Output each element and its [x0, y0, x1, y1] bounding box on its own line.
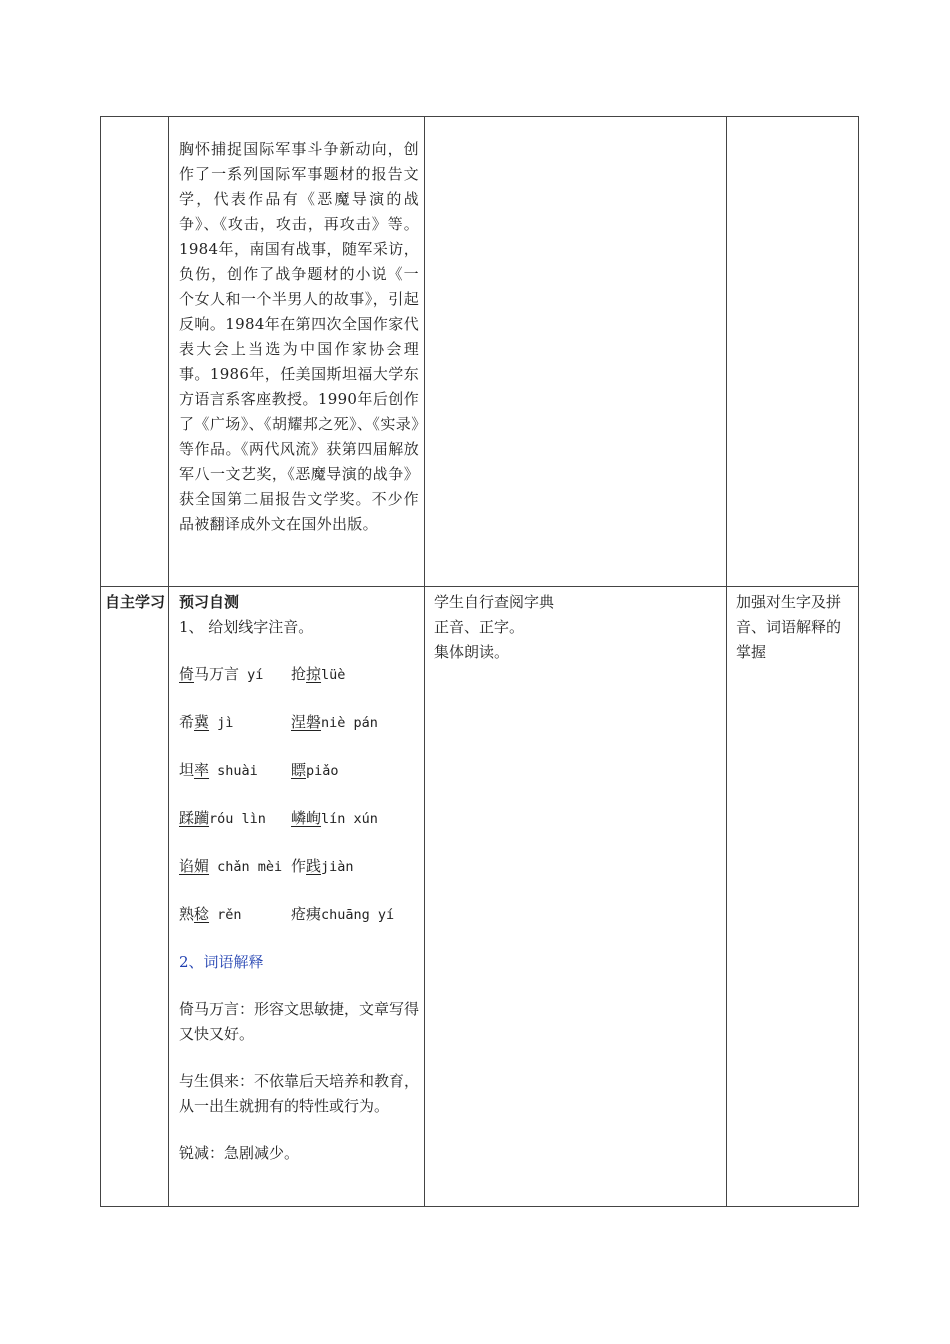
preview-title: 预习自测 — [179, 593, 240, 611]
table-divider-1 — [168, 116, 169, 1207]
word-text: 马万言 — [194, 665, 240, 683]
student-activity-line-3: 集体朗读。 — [434, 643, 510, 661]
pinyin-text: piǎo — [306, 763, 339, 779]
task-1-instruction: 1、 给划线字注音。 — [179, 618, 314, 636]
underlined-char: 率 — [194, 761, 210, 779]
word-text: 坦 — [179, 761, 195, 779]
underlined-char: 瞟 — [291, 761, 307, 779]
preview-test-cell — [179, 590, 419, 1166]
pinyin-text: lín xún — [321, 811, 378, 827]
pinyin-item-left — [179, 902, 291, 928]
definition-1: 倚马万言：形容文思敏捷，文章写得又快又好。 — [179, 1000, 420, 1043]
author-bio: 胸怀捕捉国际军事斗争新动向，创作了一系列国际军事题材的报告文学，代表作品有《恶魔导演的战争》、《攻击，攻击，再攻击》等。1984年，南国有战事，随军采访，负伤，创作了战争题材的小说《一个女人和一个半男人的故事》，引起反响。1984年在第四次全国作家代表大会上当选为中国作家协会理事。1986年，任美国斯坦福大学东方语言系客座教授。1990年后创作了《广场》、《胡耀邦之死》、《实录》等作品。《两代风流》获第四届解放军八一文艺奖，《恶魔导演的战争》获全国第二届报告文学奖。不少作品被翻译成外文在国外出版。 — [179, 140, 419, 533]
pinyin-item-right — [291, 806, 378, 832]
underlined-char: 涅磐 — [291, 713, 322, 731]
pinyin-text: jiàn — [321, 859, 354, 875]
student-activity-cell — [434, 590, 714, 665]
pinyin-item-right — [291, 662, 345, 688]
table-divider-2 — [424, 116, 425, 1207]
underlined-char: 践 — [306, 857, 322, 875]
student-activity-line-1: 学生自行查阅字典 — [434, 593, 555, 611]
section-label: 自主学习 — [104, 593, 165, 611]
table-border-bottom — [100, 1206, 859, 1207]
pinyin-text: jì — [209, 715, 234, 731]
pinyin-list — [179, 640, 419, 928]
pinyin-item-right — [291, 710, 378, 736]
pinyin-text: lüè — [321, 667, 346, 683]
pinyin-item-left — [179, 758, 291, 784]
lesson-table — [100, 116, 859, 1207]
word-text: 作 — [291, 857, 307, 875]
pinyin-row — [179, 710, 419, 736]
pinyin-item-right — [291, 902, 394, 928]
student-activity-line-2: 正音、正字。 — [434, 618, 525, 636]
underlined-char: 蹂躏 — [179, 809, 210, 827]
word-text: 熟 — [179, 905, 195, 923]
pinyin-item-left — [179, 710, 291, 736]
underlined-char: 谄媚 — [179, 857, 210, 875]
pinyin-row — [179, 806, 419, 832]
pinyin-text: chuāng yí — [321, 907, 395, 923]
design-intent-cell: 加强对生字及拼音、词语解释的掌握 — [736, 593, 842, 661]
pinyin-item-left — [179, 854, 291, 880]
definition-3: 锐减：急剧减少。 — [179, 1144, 300, 1162]
word-text: 疮痍 — [291, 905, 322, 923]
pinyin-row — [179, 662, 419, 688]
table-divider-3 — [726, 116, 727, 1207]
pinyin-item-left — [179, 806, 291, 832]
pinyin-row — [179, 854, 419, 880]
row-divider — [100, 586, 859, 587]
pinyin-text: rěn — [209, 907, 242, 923]
pinyin-text: yí — [239, 667, 264, 683]
word-text: 希 — [179, 713, 195, 731]
pinyin-text: niè pán — [321, 715, 378, 731]
pinyin-row — [179, 758, 419, 784]
underlined-char: 冀 — [194, 713, 210, 731]
word-text: 抢 — [291, 665, 307, 683]
pinyin-item-right — [291, 758, 339, 784]
underlined-char: 掠 — [306, 665, 322, 683]
pinyin-text: shuài — [209, 763, 258, 779]
underlined-char: 稔 — [194, 905, 210, 923]
pinyin-row — [179, 902, 419, 928]
definition-2: 与生俱来：不依靠后天培养和教育，从一出生就拥有的特性或行为。 — [179, 1072, 420, 1115]
underlined-char: 嶙峋 — [291, 809, 322, 827]
table-border-top — [100, 116, 859, 117]
task-2-title: 2、词语解释 — [179, 953, 264, 971]
table-border-left — [100, 116, 101, 1207]
pinyin-text: róu lìn — [209, 811, 266, 827]
pinyin-item-left — [179, 662, 291, 688]
pinyin-item-right — [291, 854, 354, 880]
table-border-right — [858, 116, 859, 1207]
pinyin-text: chǎn mèi — [209, 859, 283, 875]
underlined-char: 倚 — [179, 665, 195, 683]
